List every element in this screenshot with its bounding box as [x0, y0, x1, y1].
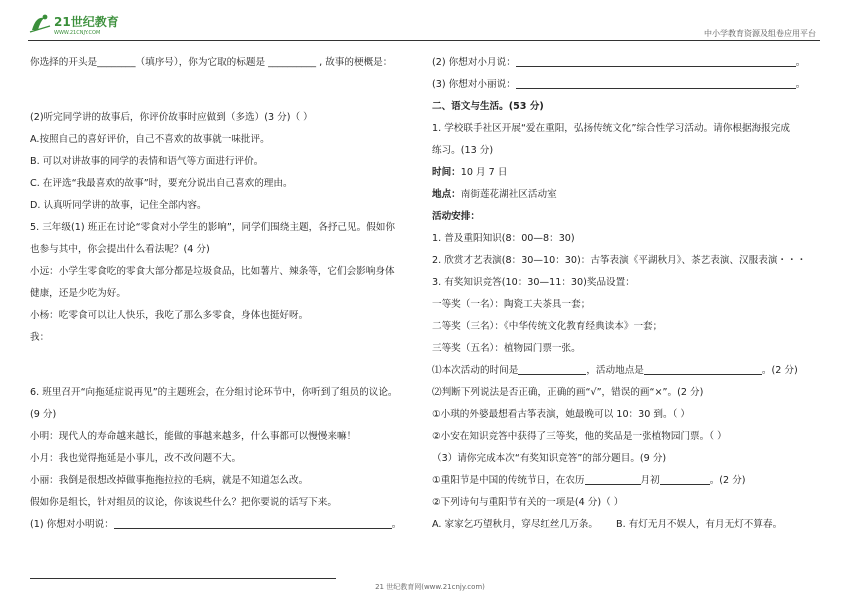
schedule-item-1: 1. 普及重阳知识(8：00—8：30) — [432, 233, 575, 244]
q5-xiaoyang: 小杨：吃零食可以让人快乐，我吃了那么多零食，身体也挺好呀。 — [30, 310, 309, 321]
option-a: A. 家家乞巧望秋月，穿尽红丝几万条。 — [432, 519, 598, 530]
q6-3-blank[interactable] — [516, 76, 796, 89]
q5-xiaoyuan: 小远：小学生零食吃的零食大部分都是垃圾食品，比如薯片、辣条等，它们会影响身体 — [30, 266, 395, 277]
s2-q1-2-prompt: ⑵判断下列说法是否正确，正确的画“√”，错误的画“×”。(2 分) — [432, 387, 704, 398]
q6-xiaoyue: 小月：我也觉得拖延是小事儿，改不改问题不大。 — [30, 453, 242, 464]
footer-site-text: 21 世纪教育网(www.21cnjy.com) — [375, 583, 485, 591]
lunar-month-blank[interactable] — [585, 472, 641, 485]
q6-2-label: (2) 你想对小月说： — [432, 57, 516, 68]
lunar-day-blank[interactable] — [660, 472, 710, 485]
q5-prompt-cont: 也参与其中，你会提出什么看法呢？(4 分) — [30, 244, 210, 255]
q4-2-option-d: D. 认真听同学讲的故事，记住全部内容。 — [30, 200, 207, 211]
s2-q1-2-item-1: ①小琪的外婆最想看古筝表演，她最晚可以 10：30 到。（ ） — [432, 409, 691, 420]
q6-prompt: 6. 班里召开“向拖延症说再见”的主题班会，在分组讨论环节中，你听到了组员的议论。 — [30, 387, 398, 398]
prize-third: 三等奖（五名）：植物园门票一张。 — [432, 343, 581, 354]
q4-2-option-a: A.按照自己的喜好评价，自己不喜欢的故事就一味批评。 — [30, 134, 270, 145]
q4-2-option-c: C. 在评选“我最喜欢的故事”时，要充分说出自己喜欢的理由。 — [30, 178, 293, 189]
left-column — [30, 52, 422, 536]
site-logo — [28, 12, 138, 36]
q6-3-label: (3) 你想对小丽说： — [432, 79, 516, 90]
q6-1-answer-line: (1) 你想对小明说： 。 — [30, 514, 422, 536]
s2-q1-3-item-1: ①重阳节是中国的传统节日，在农历 月初 。(2 分) — [432, 470, 827, 492]
s2-q1-prompt: 1. 学校联手社区开展“爱在重阳，弘扬传统文化”综合性学习活动。请你根据海报完成 — [432, 123, 790, 134]
q6-3-answer-line: (3) 你想对小丽说： 。 — [432, 74, 827, 96]
svg-text:21世纪教育: 21世纪教育 — [54, 15, 119, 29]
header-divider — [28, 40, 820, 41]
q6-xiaoming: 小明：现代人的寿命越来越长，能做的事越来越多，什么事都可以慢慢来嘛！ — [30, 431, 357, 442]
q5-prompt: 5. 三年级(1) 班正在讨论“零食对小学生的影响”，同学们围绕主题，各抒己见。假如你 — [30, 222, 395, 233]
q4-2-prompt: (2)听完同学讲的故事后，你评价故事时应做到（多选）(3 分)（ ） — [30, 112, 313, 123]
s2-q1-3-options — [432, 514, 827, 536]
prize-first: 一等奖（一名）：陶瓷工夫茶具一套； — [432, 299, 591, 310]
q5-me: 我： — [30, 332, 50, 343]
q6-1-label: (1) 你想对小明说： — [30, 519, 114, 530]
activity-time-blank[interactable] — [518, 362, 586, 375]
s2-q1-2-item-2: ②小安在知识竞答中获得了三等奖，他的奖品是一张植物园门票。（ ） — [432, 431, 727, 442]
s2-q1-3-item-2: ②下列诗句与重阳节有关的一项是(4 分)（ ） — [432, 497, 624, 508]
schedule-item-3: 3. 有奖知识竞答(10：30—11：30)奖品设置： — [432, 277, 635, 288]
q6-2-answer-line: (2) 你想对小月说： 。 — [432, 52, 827, 74]
q4-opening-line: 你选择的开头是________（填序号），你为它取的标题是 __________ , 故事的梗概是： — [30, 57, 393, 68]
header-platform-text: 中小学教育资源及组卷应用平台 — [704, 29, 816, 38]
right-column — [432, 52, 827, 536]
q6-instruction: 假如你是组长，针对组员的议论，你该说些什么？把你要说的话写下来。 — [30, 497, 337, 508]
prize-second: 二等奖（三名）：《中华传统文化教育经典读本》一套； — [432, 321, 663, 332]
poster-schedule-title: 活动安排： — [432, 211, 480, 222]
poster-place: 地点：南街莲花湖社区活动室 — [432, 189, 557, 200]
schedule-item-2: 2. 欣赏才艺表演(8：30—10：30)：古筝表演《平湖秋月》、茶艺表演、汉服表演・・・ — [432, 255, 807, 266]
footer-divider — [30, 578, 336, 579]
q6-1-blank[interactable] — [114, 516, 392, 529]
s2-q1-prompt-cont: 练习。(13 分) — [432, 145, 494, 156]
q4-2-option-b: B. 可以对讲故事的同学的表情和语气等方面进行评价。 — [30, 156, 264, 167]
activity-place-blank[interactable] — [644, 362, 762, 375]
s2-q1-3-prompt: （3）请你完成本次“有奖知识竞答”的部分题目。(9 分) — [432, 453, 667, 464]
q6-xiaoli: 小丽：我倒是很想改掉做事拖拖拉拉的毛病，就是不知道怎么改。 — [30, 475, 309, 486]
svg-text:WWW.21CNJY.COM: WWW.21CNJY.COM — [54, 30, 101, 36]
option-b: B. 有灯无月不娱人，有月无灯不算春。 — [616, 519, 783, 530]
q5-xiaoyuan-cont: 健康，还是少吃为好。 — [30, 288, 126, 299]
section-2-title: 二、语文与生活。(53 分) — [432, 101, 544, 112]
poster-time: 时间：10 月 7 日 — [432, 167, 508, 178]
s2-q1-1-line: ⑴本次活动的时间是 ，活动地点是 。(2 分) — [432, 360, 827, 382]
q6-2-blank[interactable] — [516, 54, 796, 67]
q6-points: (9 分) — [30, 409, 57, 420]
